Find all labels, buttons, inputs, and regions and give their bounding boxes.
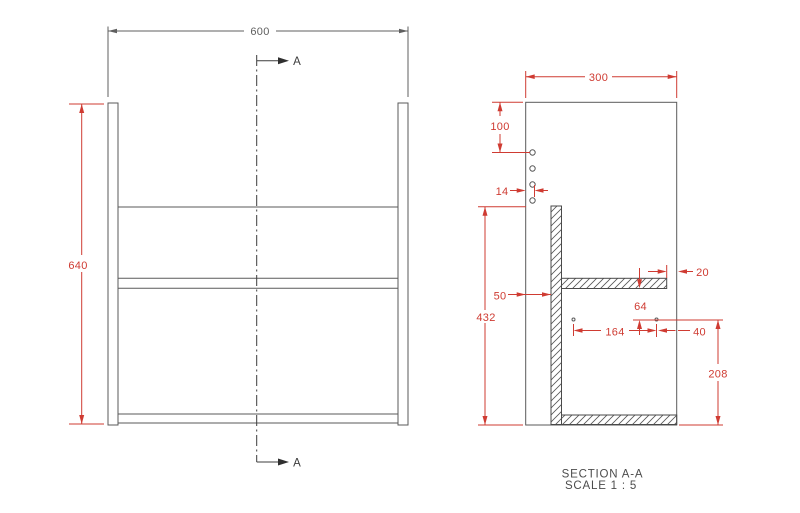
shelf-pin-hole (530, 150, 535, 155)
dim-back-inset-text: 50 (493, 290, 507, 303)
dim-hole-spacing-text: 164 (605, 326, 625, 339)
screw-hole (572, 318, 575, 321)
dim-top-offset-text: 100 (490, 121, 510, 133)
section-label-top: A (293, 56, 301, 68)
dim-width-text: 600 (250, 26, 270, 38)
shelf-section (562, 278, 667, 288)
shelf-pin-hole (530, 198, 535, 203)
dim-hole-to-front-text: 40 (693, 326, 706, 339)
section-title: SECTION A-A (561, 468, 644, 481)
dim-hole-inset-text: 14 (495, 186, 509, 198)
dim-shelf-gap-text: 20 (696, 267, 709, 279)
bottom-panel-section (562, 415, 677, 425)
dim-shelf-to-holes-text: 64 (634, 301, 647, 313)
dim-depth-text: 300 (588, 72, 609, 84)
section-label-bottom: A (293, 457, 301, 470)
back-panel-section (551, 206, 562, 425)
shelf-pin-hole (530, 166, 535, 171)
section-scale: SCALE 1 : 5 (564, 480, 638, 492)
section-caption (562, 469, 644, 493)
dim-holes-to-bottom-text: 208 (708, 368, 728, 381)
dim-back-height-text: 432 (476, 312, 496, 324)
dim-height-text: 640 (68, 260, 88, 272)
